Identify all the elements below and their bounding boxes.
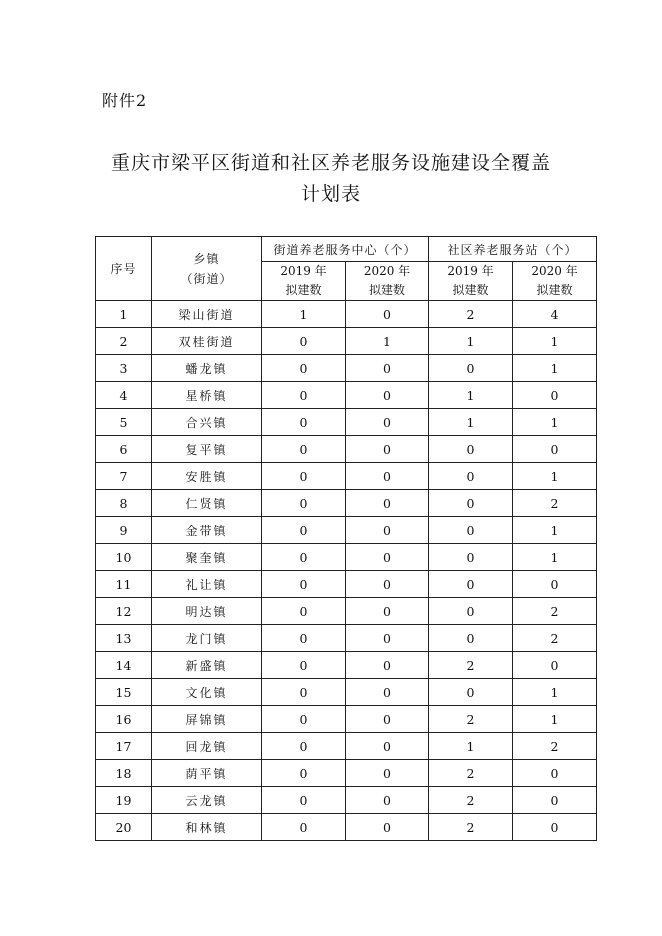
cell-center-2020: 0 [346,787,429,814]
header-year: 2019 年 [280,264,327,278]
cell-center-2020: 0 [346,517,429,544]
cell-center-2020: 0 [346,355,429,382]
cell-center-2020: 0 [346,625,429,652]
cell-station-2019: 2 [429,652,513,679]
cell-station-2020: 1 [513,409,597,436]
cell-index: 11 [96,571,152,598]
cell-station-2019: 0 [429,436,513,463]
table-body [96,301,597,841]
cell-station-2020: 0 [513,571,597,598]
cell-station-2019: 1 [429,328,513,355]
table-row [96,463,597,490]
cell-station-2020: 0 [513,436,597,463]
cell-station-2019: 2 [429,706,513,733]
cell-center-2019: 0 [262,625,346,652]
cell-station-2020: 0 [513,787,597,814]
cell-station-2019: 2 [429,814,513,841]
table-row [96,733,597,760]
cell-center-2019: 0 [262,463,346,490]
cell-station-2020: 1 [513,355,597,382]
cell-index: 6 [96,436,152,463]
attachment-label: 附件2 [102,91,148,110]
cell-town: 云龙镇 [152,787,262,814]
header-planned: 拟建数 [285,283,322,297]
cell-station-2020: 0 [513,652,597,679]
cell-index: 13 [96,625,152,652]
cell-station-2019: 0 [429,571,513,598]
cell-center-2019: 0 [262,355,346,382]
cell-index: 3 [96,355,152,382]
header-planned: 拟建数 [536,283,573,297]
cell-station-2020: 1 [513,463,597,490]
header-index: 序号 [96,237,152,301]
cell-town: 明达镇 [152,598,262,625]
cell-station-2020: 0 [513,814,597,841]
cell-station-2020: 2 [513,490,597,517]
cell-center-2020: 0 [346,652,429,679]
plan-table [95,236,597,841]
header-year: 2020 年 [363,264,411,278]
cell-center-2019: 0 [262,652,346,679]
cell-center-2019: 0 [262,760,346,787]
header-group-center: 街道养老服务中心（个） [262,237,429,262]
table-row [96,382,597,409]
cell-index: 19 [96,787,152,814]
cell-index: 4 [96,382,152,409]
cell-index: 10 [96,544,152,571]
cell-center-2020: 0 [346,598,429,625]
table-row [96,679,597,706]
cell-town: 合兴镇 [152,409,262,436]
cell-station-2019: 0 [429,544,513,571]
cell-center-2019: 0 [262,598,346,625]
cell-town: 安胜镇 [152,463,262,490]
cell-center-2020: 0 [346,463,429,490]
cell-station-2019: 0 [429,625,513,652]
table-row [96,355,597,382]
cell-center-2020: 0 [346,436,429,463]
document-title-line2: 计划表 [300,183,361,205]
cell-town: 龙门镇 [152,625,262,652]
cell-center-2020: 0 [346,409,429,436]
cell-center-2019: 0 [262,706,346,733]
cell-town: 蟠龙镇 [152,355,262,382]
cell-station-2019: 0 [429,598,513,625]
cell-center-2020: 0 [346,814,429,841]
cell-center-2020: 0 [346,679,429,706]
table-row [96,706,597,733]
cell-center-2020: 0 [346,490,429,517]
cell-station-2019: 2 [429,301,513,328]
table-row [96,301,597,328]
cell-town: 星桥镇 [152,382,262,409]
cell-index: 14 [96,652,152,679]
table-row [96,598,597,625]
cell-index: 17 [96,733,152,760]
cell-town: 新盛镇 [152,652,262,679]
cell-town: 礼让镇 [152,571,262,598]
cell-station-2019: 1 [429,409,513,436]
table-row [96,517,597,544]
cell-town: 金带镇 [152,517,262,544]
cell-center-2019: 0 [262,544,346,571]
cell-station-2020: 2 [513,598,597,625]
header-center-2019 [262,262,346,301]
cell-index: 18 [96,760,152,787]
cell-center-2019: 0 [262,814,346,841]
cell-index: 2 [96,328,152,355]
cell-center-2020: 0 [346,382,429,409]
table-row [96,409,597,436]
cell-station-2020: 0 [513,760,597,787]
cell-center-2020: 0 [346,706,429,733]
cell-center-2019: 0 [262,328,346,355]
cell-town: 回龙镇 [152,733,262,760]
table-row [96,652,597,679]
cell-station-2019: 1 [429,733,513,760]
document-title: 重庆市梁平区街道和社区养老服务设施建设全覆盖 [110,152,551,174]
header-station-2019 [429,262,513,301]
cell-index: 1 [96,301,152,328]
cell-index: 16 [96,706,152,733]
cell-center-2019: 0 [262,382,346,409]
header-town [152,237,262,301]
cell-town: 双桂街道 [152,328,262,355]
cell-station-2020: 1 [513,679,597,706]
cell-index: 20 [96,814,152,841]
table-row [96,490,597,517]
header-year: 2020 年 [531,264,578,278]
table-row [96,625,597,652]
header-town-line1: 乡镇 [193,251,220,266]
cell-center-2019: 1 [262,301,346,328]
header-year: 2019 年 [447,264,494,278]
cell-center-2019: 0 [262,787,346,814]
cell-station-2019: 0 [429,490,513,517]
cell-center-2019: 0 [262,517,346,544]
cell-station-2020: 1 [513,544,597,571]
table-row [96,760,597,787]
cell-station-2019: 0 [429,517,513,544]
cell-station-2020: 4 [513,301,597,328]
cell-station-2020: 1 [513,517,597,544]
cell-center-2019: 0 [262,409,346,436]
cell-station-2020: 2 [513,625,597,652]
cell-station-2019: 0 [429,355,513,382]
cell-index: 7 [96,463,152,490]
cell-town: 文化镇 [152,679,262,706]
header-group-station: 社区养老服务站（个） [429,237,597,262]
cell-center-2020: 0 [346,301,429,328]
table-row [96,328,597,355]
cell-station-2020: 2 [513,733,597,760]
cell-index: 8 [96,490,152,517]
cell-center-2020: 1 [346,328,429,355]
table-row [96,787,597,814]
cell-town: 梁山街道 [152,301,262,328]
cell-center-2020: 0 [346,760,429,787]
table-row [96,436,597,463]
cell-center-2019: 0 [262,490,346,517]
cell-center-2020: 0 [346,571,429,598]
cell-index: 15 [96,679,152,706]
cell-center-2019: 0 [262,436,346,463]
cell-town: 荫平镇 [152,760,262,787]
cell-town: 仁贤镇 [152,490,262,517]
table-row [96,571,597,598]
cell-station-2019: 0 [429,679,513,706]
cell-center-2019: 0 [262,571,346,598]
header-planned: 拟建数 [369,283,406,297]
cell-center-2020: 0 [346,544,429,571]
cell-station-2019: 1 [429,382,513,409]
cell-center-2020: 0 [346,733,429,760]
cell-town: 和林镇 [152,814,262,841]
cell-station-2020: 1 [513,706,597,733]
cell-town: 聚奎镇 [152,544,262,571]
header-center-2020 [346,262,429,301]
cell-index: 5 [96,409,152,436]
cell-center-2019: 0 [262,679,346,706]
header-planned: 拟建数 [452,283,489,297]
cell-station-2019: 0 [429,463,513,490]
cell-index: 9 [96,517,152,544]
header-station-2020 [513,262,597,301]
cell-station-2020: 1 [513,328,597,355]
table-row [96,544,597,571]
cell-station-2019: 2 [429,787,513,814]
header-town-line2: （街道） [180,271,233,286]
table-header-row [96,237,597,262]
cell-station-2020: 0 [513,382,597,409]
cell-center-2019: 0 [262,733,346,760]
cell-station-2019: 2 [429,760,513,787]
cell-town: 屏锦镇 [152,706,262,733]
cell-index: 12 [96,598,152,625]
cell-town: 复平镇 [152,436,262,463]
table-row [96,814,597,841]
